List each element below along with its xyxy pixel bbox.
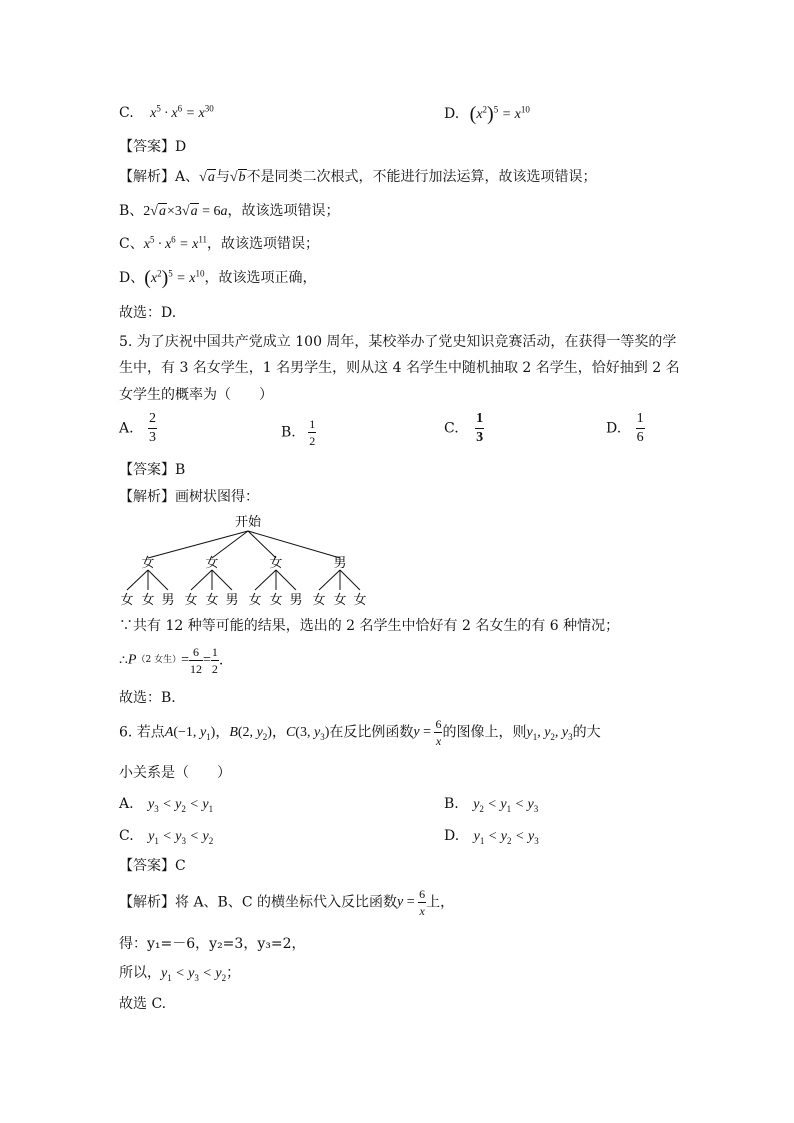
sqrt-a-formula: √a xyxy=(199,170,215,185)
tree-root: 开始 xyxy=(234,515,262,530)
tree-leaf: 男 xyxy=(225,593,239,608)
q4-explanation-b: B、2√a×3√a = 6a，故该选项错误； xyxy=(119,203,340,219)
q4-option-c-formula: $x^5 \cdot x^6 = x^{30}$ xyxy=(150,103,214,121)
q6-expl-fraction: $\frac{6}{x}$ xyxy=(419,887,426,918)
q6-conclusion: 故选 C. xyxy=(119,996,167,1012)
tree-level1-node: 男 xyxy=(333,556,347,571)
q6-option-c: C. $y_1 < y_3 < y_2$ xyxy=(119,828,214,846)
q6-so-line: 所以，$y_1 < y_3 < y_2$； xyxy=(119,965,241,983)
tree-level1-node: 女 xyxy=(205,556,219,571)
q6-option-a: A. $y_3 < y_2 < y_1$ xyxy=(119,796,214,814)
q5-count-line: ∵共有 12 种等可能的结果，选出的 2 名学生中恰好有 2 名女生的有 6 种情况； xyxy=(119,618,620,634)
q5-stem-line3: 女学生的概率为（ ） xyxy=(119,387,273,403)
q4-d-formula: $(x^2)^5 = x^{10}$ xyxy=(144,267,205,289)
q4-explanation-d: D、$(x^2)^5 = x^{10}$，故该选项正确， xyxy=(119,267,317,289)
tree-leaf: 女 xyxy=(269,593,283,608)
probability-tree-diagram xyxy=(110,512,380,612)
tree-leaf: 男 xyxy=(289,593,303,608)
tree-leaf: 女 xyxy=(205,593,219,608)
tree-leaf: 男 xyxy=(161,593,175,608)
q5-probability-line: ∴P（2 女生）= $\frac{6}{12}$ = $\frac{1}{2}$ . xyxy=(119,645,224,676)
q4-answer: 【答案】D xyxy=(119,139,187,155)
q6-point-c: C(3, $y_3$) xyxy=(285,724,330,742)
q6-values: 得：y₁=－6，y₂=3，y₃=2， xyxy=(119,936,306,952)
q4-explanation-a: 【解析】A、√a与√b不是同类二次根式，不能进行加法运算，故该选项错误； xyxy=(119,169,597,185)
q5-option-b: B. $\frac{1}{2}$ xyxy=(281,417,316,448)
q5-option-c: C. $\frac{1}{3}$ xyxy=(444,411,484,445)
q6-point-b: B(2, $y_2$) xyxy=(229,724,272,742)
sqrt-b-formula: √b xyxy=(229,170,246,185)
q5-option-a: A. $\frac{2}{3}$ xyxy=(119,411,157,445)
q6-answer: 【答案】C xyxy=(119,858,186,874)
q5-option-a-fraction: $\frac{2}{3}$ xyxy=(149,411,157,445)
q5-answer: 【答案】B xyxy=(119,462,186,478)
q5-stem-line2: 生中，有 3 名女学生，1 名男学生，则从这 4 名学生中随机抽取 2 名学生，恰好抽到 2 名 xyxy=(119,360,680,376)
q4-conclusion: 故选：D. xyxy=(119,305,177,321)
prob-fraction-2: $\frac{1}{2}$ xyxy=(211,645,218,676)
q4-option-d: D. $(x^2)^5 = x^{10}$ xyxy=(444,103,530,125)
q4-option-d-formula: $(x^2)^5 = x^{10}$ xyxy=(469,103,530,125)
q6-stem-line2: 小关系是（ ） xyxy=(119,765,231,781)
tree-leaf: 女 xyxy=(248,593,262,608)
tree-level1-node: 女 xyxy=(141,556,155,571)
q5-option-d-fraction: $\frac{1}{6}$ xyxy=(636,411,644,445)
tree-leaf: 女 xyxy=(184,593,198,608)
tree-leaf: 女 xyxy=(333,593,347,608)
tree-leaf: 女 xyxy=(353,593,367,608)
q5-option-b-fraction: $\frac{1}{2}$ xyxy=(309,417,316,448)
tree-leaf: 女 xyxy=(312,593,326,608)
prob-fraction-1: $\frac{6}{12}$ xyxy=(189,645,202,676)
tree-level1-node: 女 xyxy=(269,556,283,571)
q4-c-formula: $x^5 \cdot x^6 = x^{11}$ xyxy=(143,234,207,252)
q6-option-b: B. $y_2 < y_1 < y_3$ xyxy=(444,796,539,814)
q6-option-d: D. $y_1 < y_2 < y_3$ xyxy=(444,828,539,846)
q6-point-a: A(−1, $y_1$) xyxy=(164,724,216,742)
q5-option-d: D. $\frac{1}{6}$ xyxy=(606,411,644,445)
q4-explanation-c: C、$x^5 \cdot x^6 = x^{11}$，故该选项错误； xyxy=(119,234,319,252)
q5-explanation-head: 【解析】画树状图得： xyxy=(119,489,259,505)
q6-stem-line1: 6. 若点A(−1, $y_1$)，B(2, $y_2$)，C(3, $y_3$)在反比例函数y = $\frac{6}{x}$ 的图像上，则$y_1$, $y_2$, $y_3$的大 xyxy=(119,717,601,748)
q6-function-fraction: $\frac{6}{x}$ xyxy=(435,717,442,748)
q4-b-formula: 2√a×3√a = 6a xyxy=(143,204,228,219)
tree-leaf: 女 xyxy=(141,593,155,608)
tree-leaf: 女 xyxy=(120,593,134,608)
q6-variables: $y_1$, $y_2$, $y_3$ xyxy=(526,724,573,742)
q5-stem-line1: 5. 为了庆祝中国共产党成立 100 周年，某校举办了党史知识竞赛活动，在获得一等奖的学 xyxy=(119,334,677,350)
q4-option-c: C. $x^5 \cdot x^6 = x^{30}$ xyxy=(119,103,214,121)
q6-explanation-head: 【解析】将 A、B、C 的横坐标代入反比函数y = $\frac{6}{x}$ 上， xyxy=(119,887,455,918)
q5-option-c-fraction: $\frac{1}{3}$ xyxy=(476,411,484,445)
q5-conclusion: 故选：B. xyxy=(119,690,176,706)
